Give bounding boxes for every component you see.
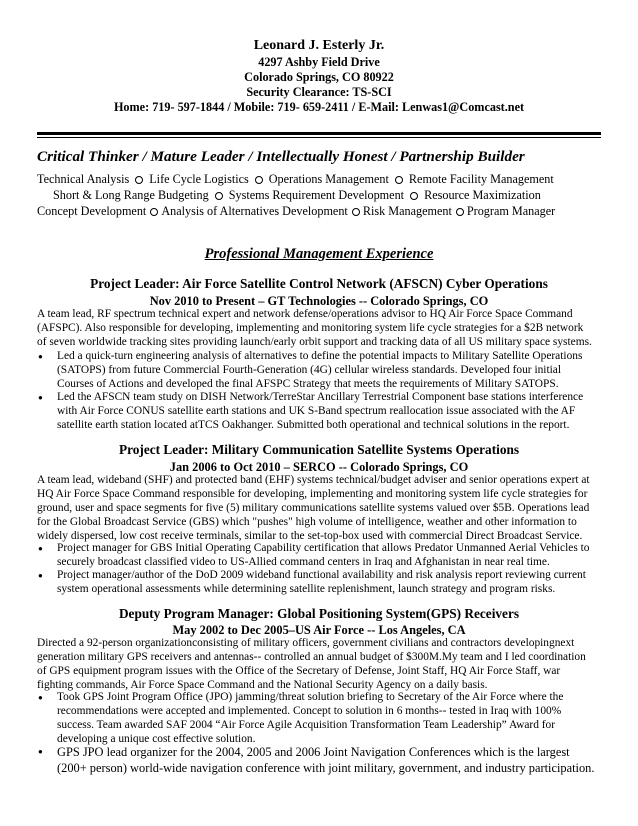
- skill-item: Concept Development: [37, 204, 147, 218]
- job-bullet: [37, 691, 603, 747]
- skill-item: Program Manager: [466, 204, 556, 218]
- skills-row-3: [37, 204, 555, 219]
- skill-item: Remote Facility Management: [408, 172, 554, 186]
- security-clearance: Security Clearance: TS-SCI: [246, 85, 392, 99]
- job-dates: May 2002 to Dec 2005–US Air Force -- Los Angeles, CA: [172, 623, 466, 637]
- job-bullet: [37, 569, 603, 597]
- bullet-line: satellite earth station located atTCS Oakhanger. Submitted both operational and technical solutions in the report.: [57, 418, 570, 431]
- job-dates: Jan 2006 to Oct 2010 – SERCO -- Colorado Springs, CO: [169, 460, 469, 474]
- skill-item: Risk Management: [362, 204, 452, 218]
- job-bullet: [37, 542, 603, 570]
- skill-item: Technical Analysis: [37, 172, 130, 186]
- section-title-text: Professional Management Experience: [204, 246, 434, 262]
- bullet-circle-icon: [135, 176, 143, 184]
- bullet-line: (200+ person) world-wide navigation conference with joint military, government, and industry participation.: [57, 761, 595, 775]
- job-bullet: [37, 350, 603, 392]
- applicant-name: Leonard J. Esterly Jr.: [253, 38, 385, 53]
- bullet-circle-icon: [150, 208, 158, 216]
- bullet-line: (SATOPS) from future Commercial Fourth-Generation (4G) cellular wireless standards. Developed four initial: [57, 363, 562, 376]
- summary-line: (AFSPC). Also responsible for developing, implementing and monitoring system life cycle strategies for a $2B network: [37, 321, 584, 334]
- bullet-line: developing a unique cost effective solution.: [57, 732, 256, 745]
- street-address: 4297 Ashby Field Drive: [258, 55, 380, 69]
- summary-line: widely dispersed, low cost receive terminals, similar to the set-top-box used with commercial Direct Broadcast Service.: [37, 529, 583, 542]
- summary-line: of GPS equipment program issues with the Office of the Secretary of Defense, Joint Staff, HQ Air Force Staff, war: [37, 664, 561, 677]
- skills-row-1: [37, 172, 554, 187]
- job-title: Deputy Program Manager: Global Positioning System(GPS) Receivers: [118, 606, 520, 621]
- bullet-line: ● GPS JPO lead organizer for the 2004, 2005 and 2006 Joint Navigation Conferences which is the largest: [57, 745, 570, 759]
- skill-item: Systems Requirement Development: [228, 188, 405, 202]
- bullet-line: ● Project manager for GBS Initial Operating Capability certification that allows Predator Unmanned Aerial Vehicles to: [57, 542, 590, 554]
- city-state-zip: Colorado Springs, CO 80922: [244, 70, 394, 84]
- bullet-line: success. Team awarded SAF 2004 “Air Force Agile Acquisition Transformation Team Leadership” Award for: [57, 718, 556, 731]
- bullet-line: Courses of Actions and developed the final AFSPC Strategy that meets the requirements of Military SATOPS.: [57, 377, 559, 390]
- job-title: Project Leader: Air Force Satellite Control Network (AFSCN) Cyber Operations: [90, 276, 548, 291]
- bullet-circle-icon: [410, 192, 418, 200]
- skills-row-2: [53, 188, 541, 203]
- contact-info: Home: 719- 597-1844 / Mobile: 719- 659-2411 / E-Mail: Lenwas1@Comcast.net: [113, 100, 525, 114]
- skill-item: Operations Management: [268, 172, 389, 186]
- bullet-line: ● Project manager/author of the DoD 2009 wideband functional availability and risk analysis report reviewing current: [57, 569, 586, 581]
- header-divider-thin: [37, 137, 601, 138]
- summary-line: A team lead, RF spectrum technical expert and network defense/operations advisor to HQ Air Force Space Command: [37, 308, 573, 320]
- section-title: [0, 246, 638, 263]
- job-bullet: [37, 744, 603, 776]
- summary-line: Directed a 92-person organizationconsisting of military officers, government civilians and contractors developingnext: [37, 637, 575, 649]
- tagline: Critical Thinker / Mature Leader / Intellectually Honest / Partnership Builder: [37, 148, 525, 165]
- skill-item: Life Cycle Logistics: [149, 172, 249, 186]
- bullet-circle-icon: [395, 176, 403, 184]
- job-summary: [37, 637, 603, 693]
- summary-line: of seven worldwide tracking sites providing launch/early orbit support and tracking data of all US military space systems.: [37, 335, 592, 348]
- bullet-circle-icon: [255, 176, 263, 184]
- bullet-line: securely broadcast classified video to US-Allied command centers in Iraq and Afghanistan in near real time.: [57, 555, 550, 568]
- bullet-line: recommendations were accepted and implemented. Concept to solution in 6 months-- tested in Iraq with 100%: [57, 704, 562, 717]
- bullet-circle-icon: [456, 208, 464, 216]
- job-dates: Nov 2010 to Present – GT Technologies -- Colorado Springs, CO: [149, 294, 489, 308]
- header-divider-thick: [37, 132, 601, 135]
- summary-line: ground, user and space segments for five (5) military communications satellite systems valued over $5B. Operations lead: [37, 501, 590, 514]
- bullet-line: ● Took GPS Joint Program Office (JPO) jamming/threat solution briefing to Secretary of the Air Force where the: [57, 691, 564, 703]
- summary-line: fighting commands, Air Force Space Command and the National Security Agency on a daily basis.: [37, 678, 488, 691]
- summary-line: generation military GPS receivers and antennas-- controlled an annual budget of $300M.My team and I led coordination: [37, 650, 586, 663]
- job-summary: [37, 474, 603, 544]
- job-bullet: [37, 391, 603, 433]
- bullet-line: with Air Force CONUS satellite earth stations and UK S-Band spectrum reallocation issue associated with the AF: [57, 404, 576, 417]
- job-title: Project Leader: Military Communication Satellite Systems Operations: [118, 442, 520, 457]
- bullet-line: ● Led the AFSCN team study on DISH Network/TerreStar Ancillary Terrestrial Component base stations interference: [57, 391, 584, 403]
- bullet-line: system operational assessments while determining satellite replenishment, launch strategy and program risks.: [57, 582, 556, 595]
- skill-item: Resource Maximization: [424, 188, 541, 202]
- job-summary: [37, 308, 603, 350]
- summary-line: for the Global Broadcast Service (GBS) which "pushes" high volume of intelligence, weather and other information to: [37, 515, 577, 528]
- bullet-circle-icon: [352, 208, 360, 216]
- bullet-circle-icon: [215, 192, 223, 200]
- skill-item: Analysis of Alternatives Development: [161, 204, 348, 218]
- summary-line: A team lead, wideband (SHF) and protected band (EHF) systems technical/budget adviser and senior operations expert at: [37, 474, 590, 486]
- skill-item: Short & Long Range Budgeting: [53, 188, 209, 202]
- summary-line: HQ Air Force Space Command responsible for developing, implementing and monitoring system life cycle strategies for: [37, 487, 588, 500]
- bullet-line: ● Led a quick-turn engineering analysis of alternatives to define the potential impacts to Military Satellite Operations: [57, 350, 583, 362]
